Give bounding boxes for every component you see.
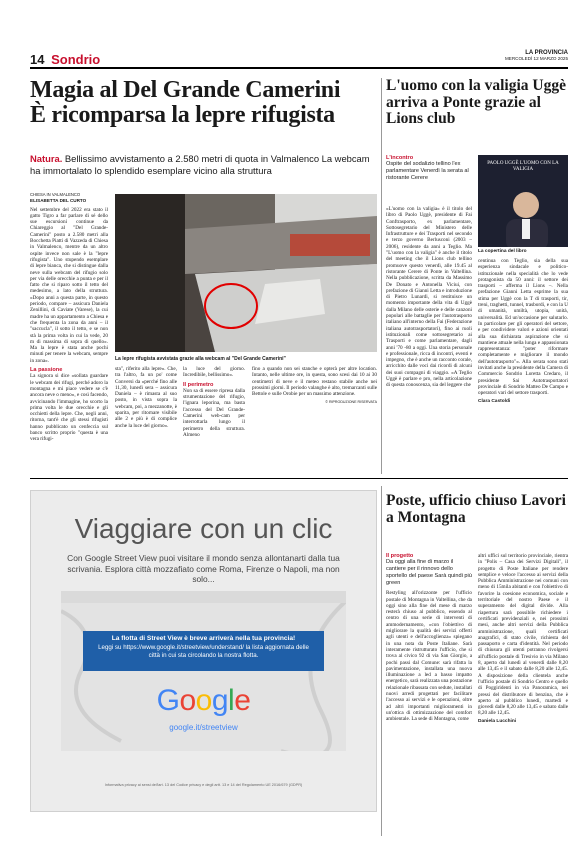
ad-fine-print: Informativa privacy ai sensi dell'art. 13 del Codice privacy e degli artt. 13 e 14 del Regolamento UE 2016/679 (GDPR) (104, 783, 303, 787)
ad-banner-title: La flotta di Street View è breve arriverà nella tua provincia! (111, 635, 296, 642)
ad-banner-body: Leggi su https://www.google.it/streetview/understand/ la lista aggiornata delle città in cui sta circolando la nostra flotta. (98, 644, 309, 659)
main-copyright: © RIPRODUZIONE RISERVATA (325, 400, 377, 405)
column-separator-2 (381, 486, 382, 836)
book-cover (478, 155, 568, 247)
ad-banner (83, 631, 324, 671)
ad-body: Con Google Street View puoi visitare il mondo senza allontanarti dalla tua scrivania. Esplora città mozzafiato come Roma, Firenze o Napoli, ma non solo... (67, 553, 340, 584)
issue-date: MERCOLEDÌ 12 MARZO 2025 (504, 56, 568, 61)
main-col-3: la luce del giorno. Incredibile, bellissimo». Il perimetro Non sa di essere ripresa dalla strumentazione del rifugio, l'ignara leporina, ma basta l'accesso del Del Grande-Camerini web-cam per interrottarla lungo il perimetro della struttura. Almeno (183, 366, 245, 438)
main-col-1: CHIESA IN VALMALENCO ELISABETTA DEL CURTO Nel settembre del 2022 era stato il gatto Tigro a far parlare di sé dello sue escursioni continue da Chiareggio al "Del Grande-Camerini" posto a 2.580 metri alla Bocchetta Piatti di Vazzeda di Chiesa in Valmalenco, mentre da un altro ospite invece non sale è la "lepre rifugista". Uno stupendo esemplare di lepre bianca, che si distingue dalla neve sulla webcam del rifugio solo per via delle orecchie a punta e per il fatto che si riparo sotto il tetto del medesimo, a lato della struttura. «Dopo anni a questa parte, in questo periodo, compare – assicura Daniela Zenillini, di Caviate (Varese), la cui madre ha un appartamento a Chiesa e che frequenta la zona da anni – il "saccucla", il sotto il tetto, e se non stà la prima volta in cui la vede, 20 m di massima di sopra di quello». Ma la lepre è stata anche pochi minuti per tenere la webcam, sempre in zona». La passione La signora si dice «sollata guardare le webcam dei rifugi, perché adoro la montagna e mi piace vedere se c'è ancora neve o meno», e così facendo, avvicinando l'immagine, ho scorto la prima volta le due orecchie e gli occhietti della lepre. Che, negli anni, ritorna, tant'è che gli stessi rifugisti hanno pubblicato un cenfeccia sul banco scritto proprio "questa è una vera rifugi- (30, 192, 108, 443)
header-rule (30, 67, 568, 69)
poste-summary: Da oggi alla fine di marzo il cantiere per il rinnovo dello sportello del paese Sarà quindi più green (386, 559, 472, 587)
photo-caption: La lepre rifugista avvistata grazie alla webcam al "Del Grande Camerini" (115, 356, 286, 362)
side-col-a: «L'uomo con la valigia» è il titolo del libro di Paolo Uggè, presidente di Fai Conftrasporto, ex parlamentare, Sottosegretario del Ministero delle Infrastrutture e dei Trasporti nel secondo e terzo governo Berlusconi (2003 – 2006), residente da anni a Teglio. Ma "L'uomo con la valigia" è anche il titolo del meeting che il Lions club tellino promuove questo venerdì, alle 19.45 al ristorante Cerere di Ponte in Valtellina. Nella pubblicazione, scritta da Massimo De Donato e Antonella Viciui, con prefazione di Gianni Letta e introduzione di Pietro Lunardi, si restituisce un momento importante della vita di Uggè dalla Milano delle osterie e delle canzoni popolari alle battaglie per l'autotrasporto italiano all'interno della Fai (Federazione italiana autotrasportatori), fino ai ruoli istituzionali come sottosegretario ai Trasporti e come parlamentare, dagli anni '70 -80 a oggi. Una storia personale e professionale, ricca di incontri, eventi e impegno, che è anche un racconto corale, arricchito dalle voci dai ricordi di alcuni dei suoi compagni di viaggio. «A Teglio Uggè è parlare e pro, nella articolazione di questa conoscenza, sia del leggere che (386, 206, 472, 389)
section-name: Sondrio (51, 52, 101, 67)
main-headline: Magia al Del Grande Camerini È ricomparsa la lepre rifugista (30, 77, 341, 128)
main-subtitle: Natura. Bellissimo avvistamento a 2.580 metri di quota in Valmalenco La webcam ha immortalato lo splendido esemplare vicino alla struttura (30, 153, 370, 176)
webcam-photo (115, 194, 377, 352)
column-separator (381, 78, 382, 474)
google-logo: Google (156, 684, 251, 717)
google-ad (30, 490, 377, 812)
newspaper-name: LA PROVINCIA (525, 50, 568, 56)
ad-url[interactable]: google.it/streetview (169, 723, 238, 732)
book-caption: La copertina del libro (478, 249, 527, 254)
page-number: 14 Sondrio (30, 52, 101, 67)
main-col-4: fino a quando non sei stanche e opterà per altre location. Intanto, nelle ultime ore, in questa, sono scesi dai 10 ai 30 centimetri di neve e il meteo restano stabile anche nei prossimi giorni. Il periodo valanghe è alto, tremarcanti sulle Bettole e sulle Orobie per un massimo attenzione. © RIPRODUZIONE RISERVATA (252, 366, 377, 405)
section-rule (30, 478, 568, 479)
side-summary: L'incontro Ospite del sodalizio tellino l'ex parlamentare Venerdì la serata al ristorante Cerere (386, 155, 469, 182)
side-headline: L'uomo con la valigia Uggè arriva a Ponte grazie al Lions club (386, 77, 566, 127)
book-cover-title: PAOLO UGGÈ L'UOMO CON LA VALIGIA (487, 161, 559, 172)
side-col-b: centinua con Teglio, sia della sua esperienza sindacale e politico-istituzionale nella specialità che lo vede protagonista da 50 anni: il settore dei trasporti – afferma il Lions –. Nella prefazione Gianni Letta esprime la sua stima per Uggè con la T di trasporti, tir, treni, traghetti, tunnel, trasbordi, e con la U di umanità, umiltà, utopia, unità, universalità. Ed un'occasione per salutarlo. In particolare per gli operatori del settore, e per condividere valori e azioni orientati alla sua dichiarata aspirazione che si mantiene attuale nella lunga e appassionata rappresentanza: "poter riformare completamente e migliorare il mondo dell'autotrasporto"». Alla serata sono stati invitati anche la presidente della Camera di Commercio Sondrio Loretta Credaro, il presidente Sai Autotrasportatori provinciale di Sondrio Matteo De Campo e operatori vari del settore trasporti. Clara Castoldi (478, 258, 568, 404)
poste-byline: Daniela Lucchini (478, 718, 517, 724)
main-col-2: sta", riferito alla lepre». Che, tra l'altro, fa un po' come Conversi da «perché fino alle 11,30, lunedì sera – assicura Daniela – è rimasta al suo posto, in vista sopra la webcam, poi, a mezzanotte, è sparita, per ritornare visibile alle 2 e più è di complice anche la luce del giorno». (115, 366, 177, 429)
poste-col-a: Il progetto Da oggi alla fine di marzo il cantiere per il rinnovo dello sportello del paese Sarà quindi più green Restyling all'orizzonte per l'ufficio postale di Montagna in Valtellina, che da oggi sino alla fine del mese di marzo resterà chiuso al pubblico, essendo al centro di una serie di interventi di ammodernamento, «con l'obiettivo di migliorare la qualità dei servizi offerti agli utenti e dell'accoglienza» spiegano in una nota da Poste Italiane. Sarà interamente ristrutturato l'ufficio, che si trova al civico 92 di via San Giorgio, a pochi passi dal Comune: sarà rifatta la pavimentazione, installata una nuova illuminazione a led a basso impatto energetico, sarà realizzata una postazione relazionale ribassata con sedute, installati nuovi arredi progettati per facilitare l'accesso ai servizi e le operazioni, oltre ad altri importanti miglioramenti in un'ottica di ottimizzazione del comfort ambientale. La sede di Montagna, come (386, 553, 472, 723)
poste-col-b: altri uffici sul territorio provinciale, rientra in "Polis – Casa dei Servizi Digitali", il progetto di Poste Italiane per rendere semplice e veloce l'accesso ai servizi della Pubblica Amministrazione nei comuni con meno di 15mila abitanti e con l'obiettivo di favorire la coesione economica, sociale e territoriale del nostro Paese e il superamento del digital divide. Alla riapertura sarà possibile richiedere i certificati previdenziali e, nei prossimi mesi, anche altri servizi della Pubblica amministrazione, quali certificati anagrafici, di stato civile, richiesta del passaporto e carta d'identità. Nel periodo di chiusura gli utenti potranno rivolgersi all'ufficio postale di Tresivio in via Milano 8, aperto dal lunedì al venerdì dalle 8,20 alle 13,45 e il sabato dalle 8,20 alle 12,45. A disposizione della clientela anche l'ufficio postale di Sondrio Centro e quello di Poggiridenti in via Panoramica, nei pressi del distributore di benzina, che è aperto al pubblico lunedì, martedì e giovedì dalle 8,20 alle 13,45 e sabato dalle 8,20 alle 12,45. Daniela Lucchini (478, 553, 568, 724)
poste-headline: Poste, ufficio chiuso Lavori a Montagna (386, 492, 566, 526)
masthead (505, 50, 568, 61)
ad-headline: Viaggiare con un clic (74, 513, 333, 544)
main-byline: ELISABETTA DEL CURTO (30, 198, 87, 204)
side-byline: Clara Castoldi (478, 398, 511, 404)
